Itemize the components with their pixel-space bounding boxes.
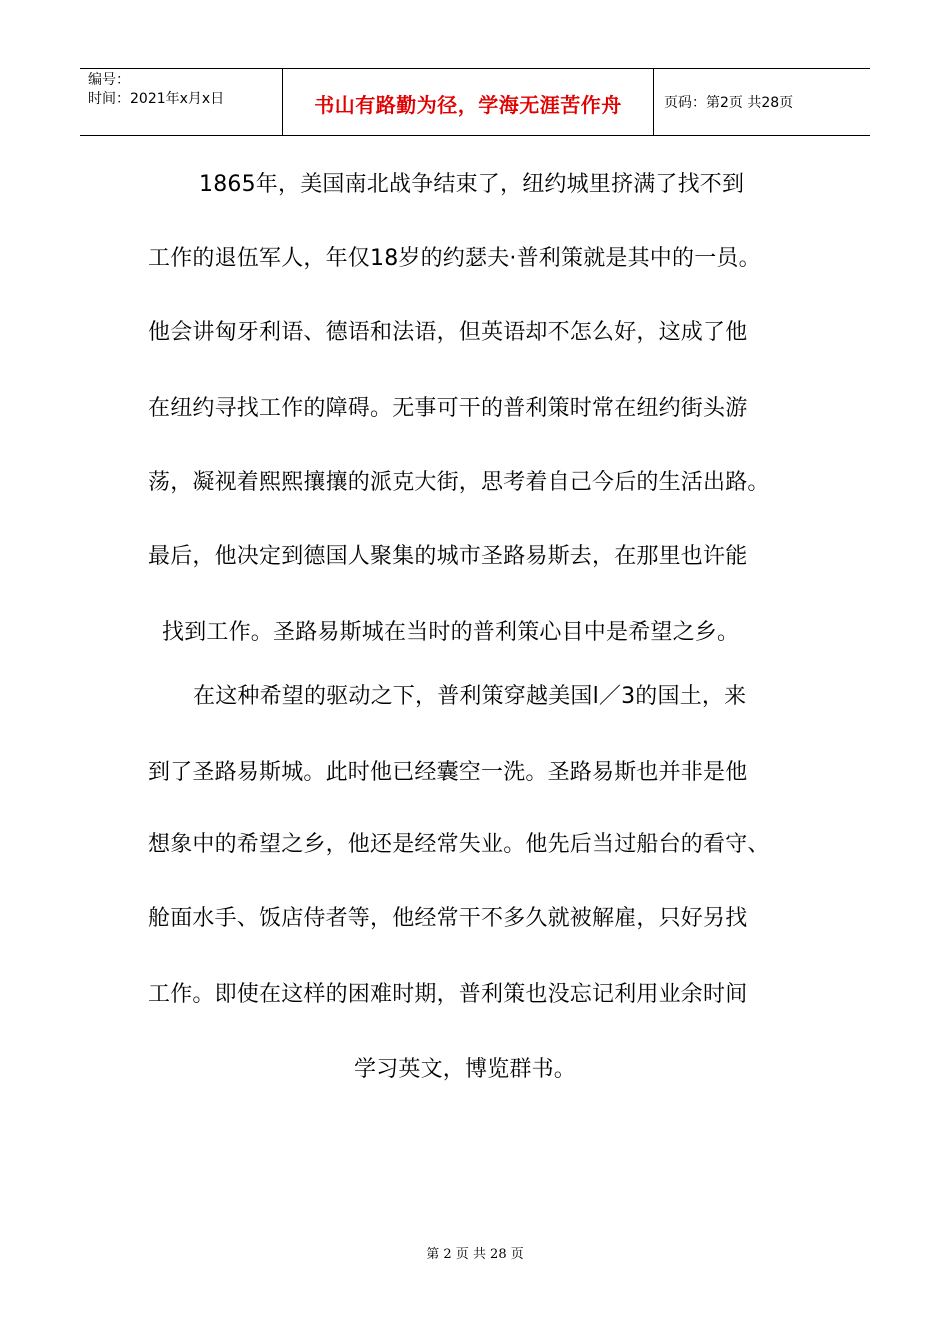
text-line: 工作的退伍军人，年仅18岁的约瑟夫·普利策就是其中的一员。 — [148, 246, 761, 271]
text-line: 荡，凝视着熙熙攘攘的派克大街，思考着自己今后的生活出路。 — [148, 470, 770, 495]
text-line: 学习英文，博览群书。 — [354, 1057, 577, 1082]
header-page-cell — [654, 69, 870, 135]
header-motto-cell — [282, 69, 654, 135]
document-number-label: 编号： — [88, 72, 130, 88]
document-header — [80, 68, 870, 136]
text-line: 他会讲匈牙利语、德语和法语，但英语却不怎么好，这成了他 — [148, 320, 748, 345]
header-meta-cell — [80, 69, 282, 135]
text-line: 最后，他决定到德国人聚集的城市圣路易斯去，在那里也许能 — [148, 544, 748, 569]
text-line: 工作。即使在这样的困难时期，普利策也没忘记利用业余时间 — [148, 982, 748, 1007]
page-footer: 第 2 页 共 28 页 — [426, 1247, 524, 1262]
text-line: 想象中的希望之乡，他还是经常失业。他先后当过船台的看守、 — [148, 832, 770, 857]
document-date-label: 时间：2021年x月x日 — [88, 91, 225, 107]
text-line: 找到工作。圣路易斯城在当时的普利策心目中是希望之乡。 — [162, 620, 740, 645]
text-line: 在纽约寻找工作的障碍。无事可干的普利策时常在纽约街头游 — [148, 396, 748, 421]
text-line: 1865年，美国南北战争结束了，纽约城里挤满了找不到 — [199, 172, 745, 197]
header-page-info: 页码：第2页 共28页 — [664, 95, 794, 111]
text-line: 到了圣路易斯城。此时他已经囊空一洗。圣路易斯也并非是他 — [148, 760, 748, 785]
text-line: 舱面水手、饭店侍者等，他经常干不多久就被解雇，只好另找 — [148, 906, 748, 931]
header-motto: 书山有路勤为径，学海无涯苦作舟 — [314, 93, 622, 117]
text-line: 在这种希望的驱动之下，普利策穿越美国l／3的国土，来 — [193, 684, 747, 709]
